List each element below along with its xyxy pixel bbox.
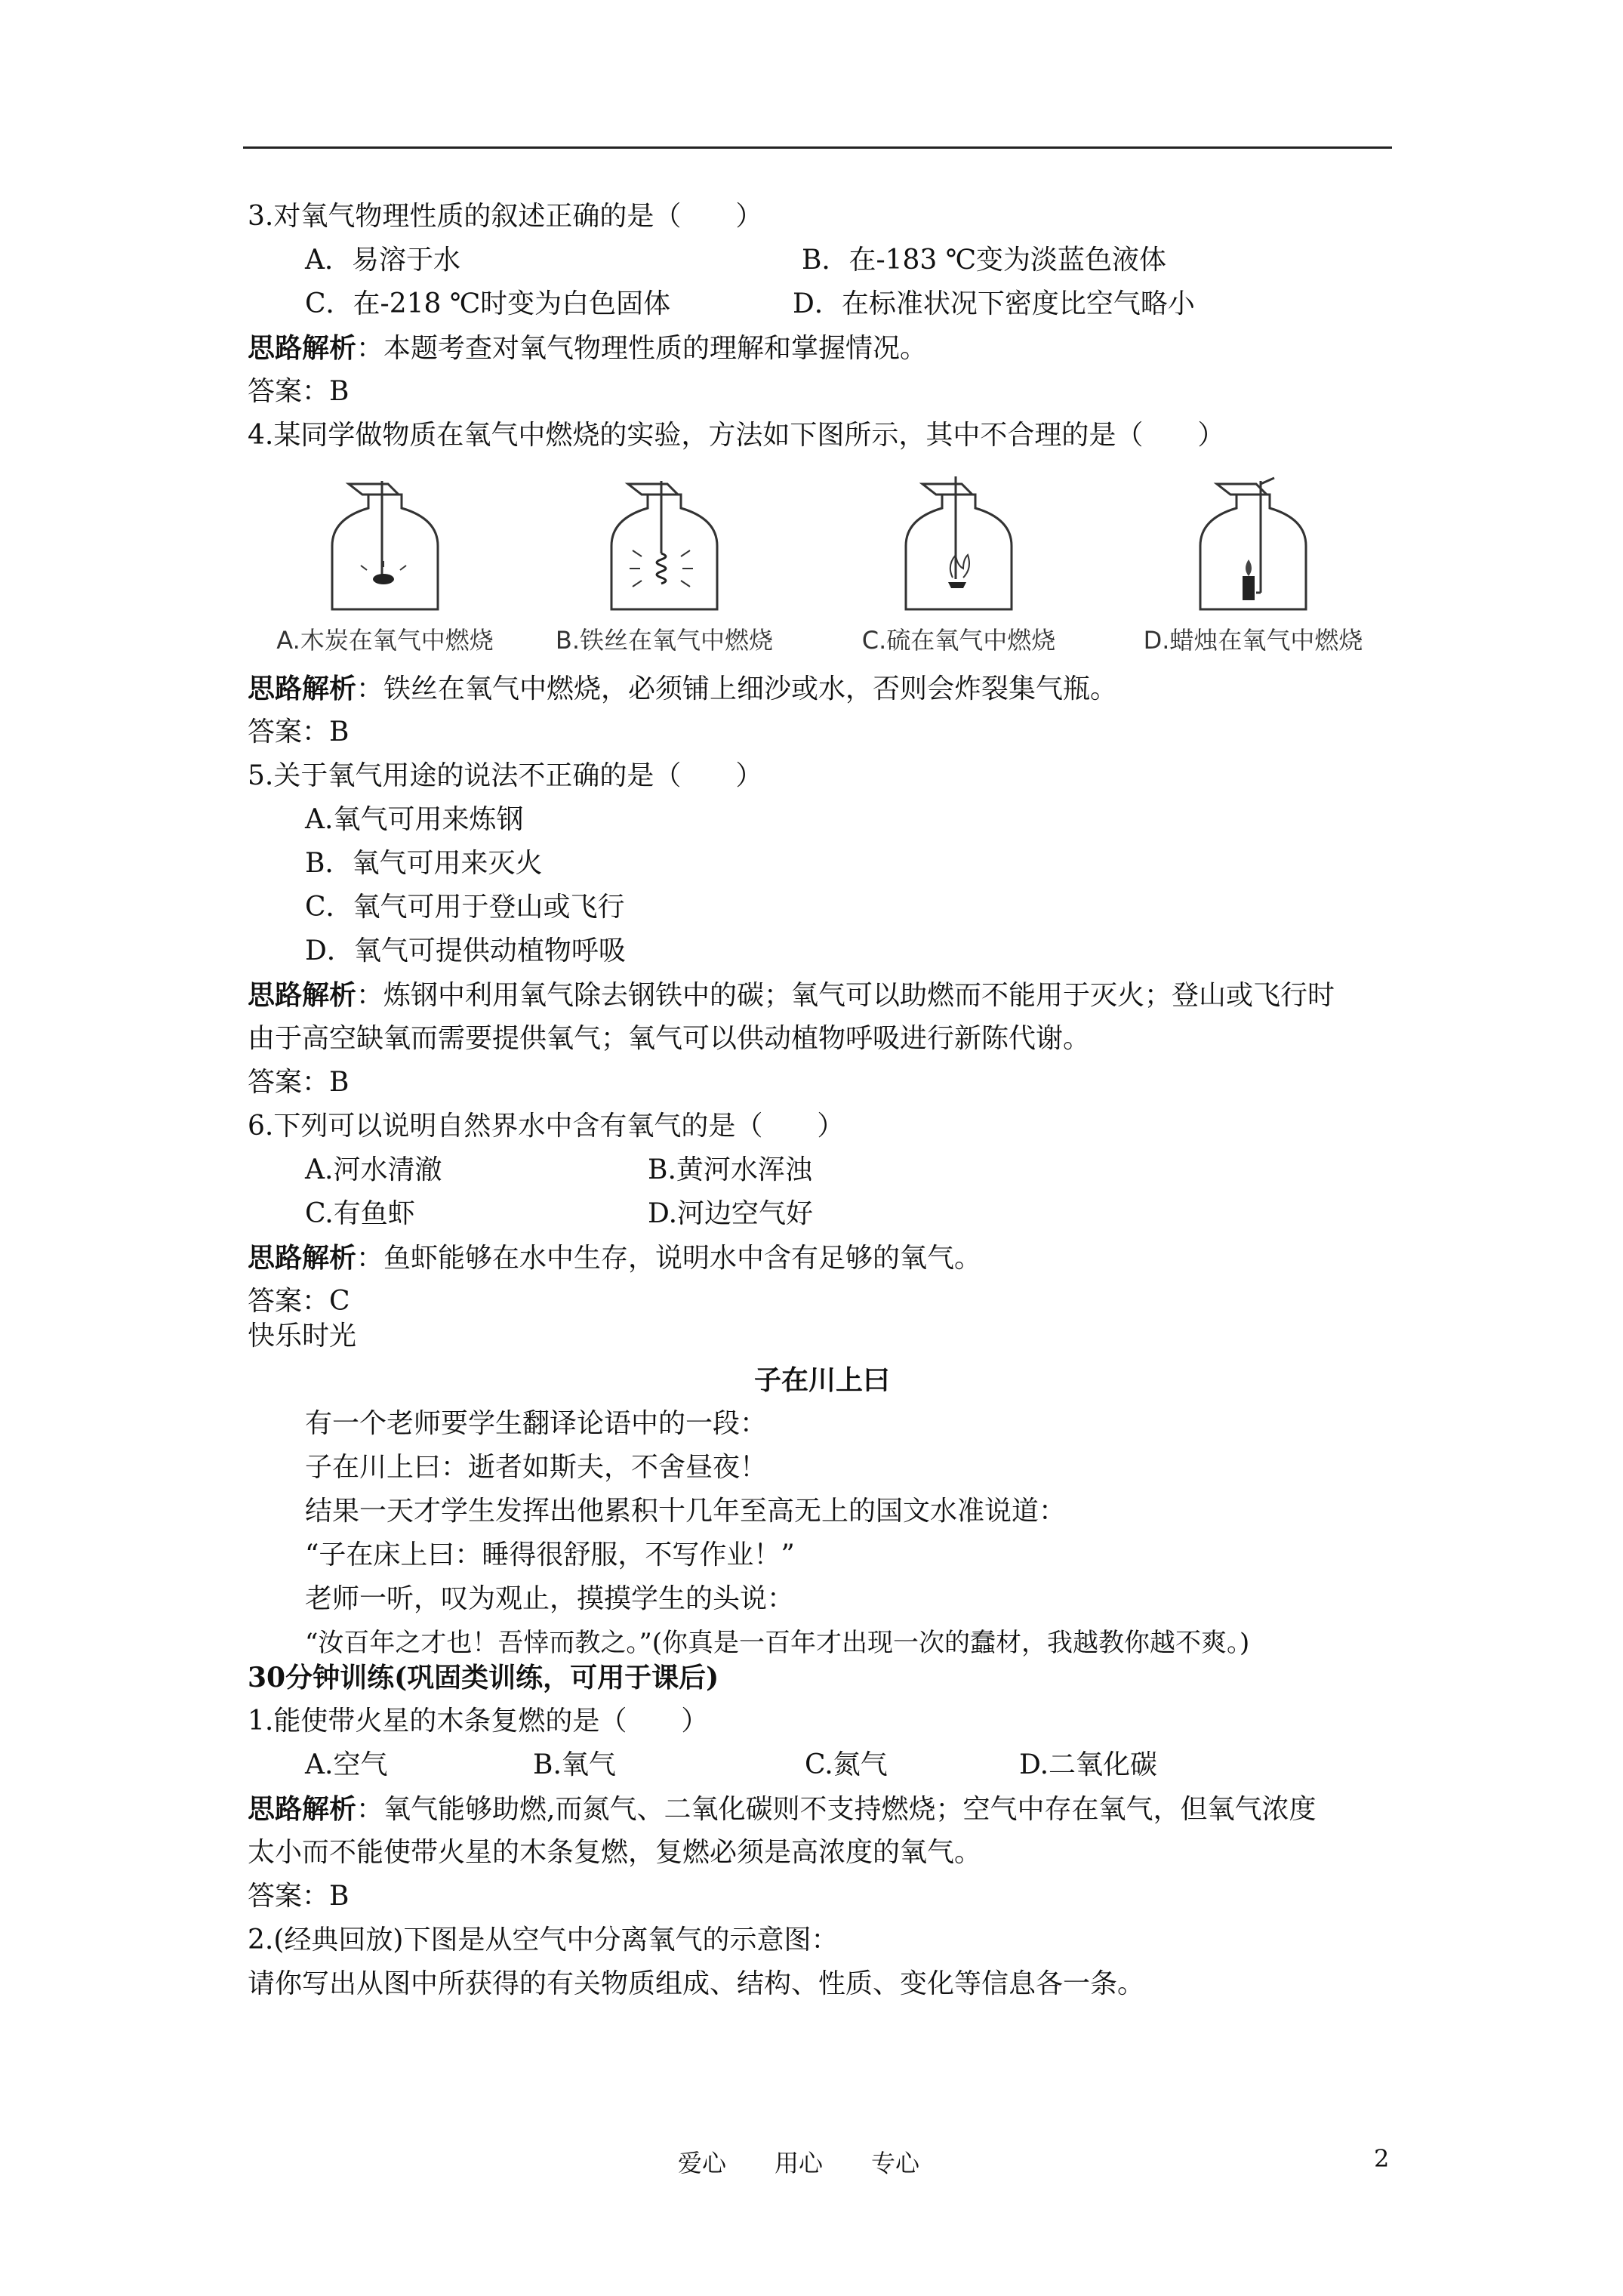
q3-option-d: D．在标准状况下密度比空气略小 xyxy=(793,288,1195,319)
q5-stem: 5.关于氧气用途的说法不正确的是（ ） xyxy=(248,760,763,791)
q5-answer: 答案：B xyxy=(248,1067,350,1098)
q3-stem: 3.对氧气物理性质的叙述正确的是（ ） xyxy=(248,201,763,232)
analysis-text: ：氧气能够助燃,而氮气、二氧化碳则不支持燃烧；空气中存在氧气，但氧气浓度 xyxy=(356,1794,1317,1825)
t1-analysis-line-1 xyxy=(248,1792,1316,1826)
q5-option-b: B．氧气可用来灭火 xyxy=(305,848,543,879)
fun-line: 有一个老师要学生翻译论语中的一段： xyxy=(305,1408,768,1439)
t1-option-d: D.二氧化碳 xyxy=(1019,1749,1158,1780)
q6-option-c: C.有鱼虾 xyxy=(305,1198,415,1229)
training-heading: 30分钟训练(巩固类训练，可用于课后) xyxy=(248,1662,719,1693)
fun-line: 结果一天才学生发挥出他累积十几年至高无上的国文水准说道： xyxy=(305,1496,1067,1527)
t1-answer: 答案：B xyxy=(248,1881,350,1912)
figure-caption: D.蜡烛在氧气中燃烧 xyxy=(1143,626,1363,655)
fun-line: 子在川上曰：逝者如斯夫，不舍昼夜！ xyxy=(305,1452,768,1483)
page-number: 2 xyxy=(1374,2144,1390,2173)
q6-stem: 6.下列可以说明自然界水中含有氧气的是（ ） xyxy=(248,1111,845,1142)
q3-answer: 答案：B xyxy=(248,376,350,407)
q6-answer: 答案：C xyxy=(248,1286,350,1317)
q4-answer: 答案：B xyxy=(248,717,350,747)
header-rule xyxy=(243,146,1392,149)
analysis-label: 思路解析 xyxy=(248,673,357,704)
q3-analysis xyxy=(248,331,927,365)
q6-analysis xyxy=(248,1241,981,1275)
q6-option-b: B.黄河水浑浊 xyxy=(648,1154,812,1185)
t2-line-2: 请你写出从图中所获得的有关物质组成、结构、性质、变化等信息各一条。 xyxy=(248,1968,1145,1999)
q3-option-b: B．在-183 ℃变为淡蓝色液体 xyxy=(802,245,1167,276)
t1-option-a: A.空气 xyxy=(305,1749,388,1780)
gas-bottle-iron-wire-icon xyxy=(528,472,800,623)
fun-line: “子在床上曰：睡得很舒服，不写作业！” xyxy=(305,1539,795,1570)
t1-option-b: B.氧气 xyxy=(533,1749,616,1780)
q4-stem: 4.某同学做物质在氧气中燃烧的实验，方法如下图所示，其中不合理的是（ ） xyxy=(248,420,1225,451)
figure-charcoal xyxy=(249,472,521,668)
q4-analysis xyxy=(248,672,1117,706)
analysis-text: ：鱼虾能够在水中生存，说明水中含有足够的氧气。 xyxy=(356,1243,982,1274)
q6-option-d: D.河边空气好 xyxy=(648,1198,814,1229)
q5-option-a: A.氧气可用来炼钢 xyxy=(305,804,524,835)
analysis-text: ：炼钢中利用氧气除去钢铁中的碳；氧气可以助燃而不能用于灭火；登山或飞行时 xyxy=(356,980,1335,1011)
fun-line: “汝百年之才也！吾悻而教之。”(你真是一百年才出现一次的蠢材，我越教你越不爽。) xyxy=(305,1628,1250,1658)
analysis-text: ：铁丝在氧气中燃烧，必须铺上细沙或水，否则会炸裂集气瓶。 xyxy=(356,673,1118,704)
gas-bottle-charcoal-icon xyxy=(249,472,521,623)
t1-stem: 1.能使带火星的木条复燃的是（ ） xyxy=(248,1706,709,1737)
figure-caption: A.木炭在氧气中燃烧 xyxy=(276,626,494,655)
gas-bottle-candle-icon xyxy=(1117,472,1389,623)
figure-caption: B.铁丝在氧气中燃烧 xyxy=(555,626,774,655)
q3-option-c: C．在-218 ℃时变为白色固体 xyxy=(305,288,671,319)
analysis-label: 思路解析 xyxy=(248,332,357,364)
fun-section-label: 快乐时光 xyxy=(248,1321,357,1351)
figure-iron-wire xyxy=(528,472,800,668)
gas-bottle-sulfur-icon xyxy=(823,472,1095,623)
t1-analysis-line-2: 太小而不能使带火星的木条复燃，复燃必须是高浓度的氧气。 xyxy=(248,1837,982,1868)
figure-sulfur xyxy=(823,472,1095,668)
q5-option-c: C．氧气可用于登山或飞行 xyxy=(305,892,625,923)
fun-title: 子在川上曰 xyxy=(753,1364,890,1396)
q5-analysis-line-1 xyxy=(248,978,1335,1012)
analysis-label: 思路解析 xyxy=(248,979,357,1011)
analysis-text: ：本题考查对氧气物理性质的理解和掌握情况。 xyxy=(356,333,928,364)
q6-option-a: A.河水清澈 xyxy=(305,1154,442,1185)
analysis-label: 思路解析 xyxy=(248,1242,357,1274)
t2-stem: 2.(经典回放)下图是从空气中分离氧气的示意图： xyxy=(248,1925,839,1955)
footer-motto: 爱心 用心 专心 xyxy=(678,2149,920,2177)
q5-option-d: D．氧气可提供动植物呼吸 xyxy=(305,935,626,966)
q5-analysis-line-2: 由于高空缺氧而需要提供氧气；氧气可以供动植物呼吸进行新陈代谢。 xyxy=(248,1023,1091,1054)
t1-option-c: C.氮气 xyxy=(805,1749,888,1780)
q3-option-a: A．易溶于水 xyxy=(305,245,460,276)
analysis-label: 思路解析 xyxy=(248,1793,357,1825)
figure-caption: C.硫在氧气中燃烧 xyxy=(861,626,1056,655)
figure-candle xyxy=(1117,472,1389,668)
fun-line: 老师一听，叹为观止，摸摸学生的头说： xyxy=(305,1583,795,1614)
